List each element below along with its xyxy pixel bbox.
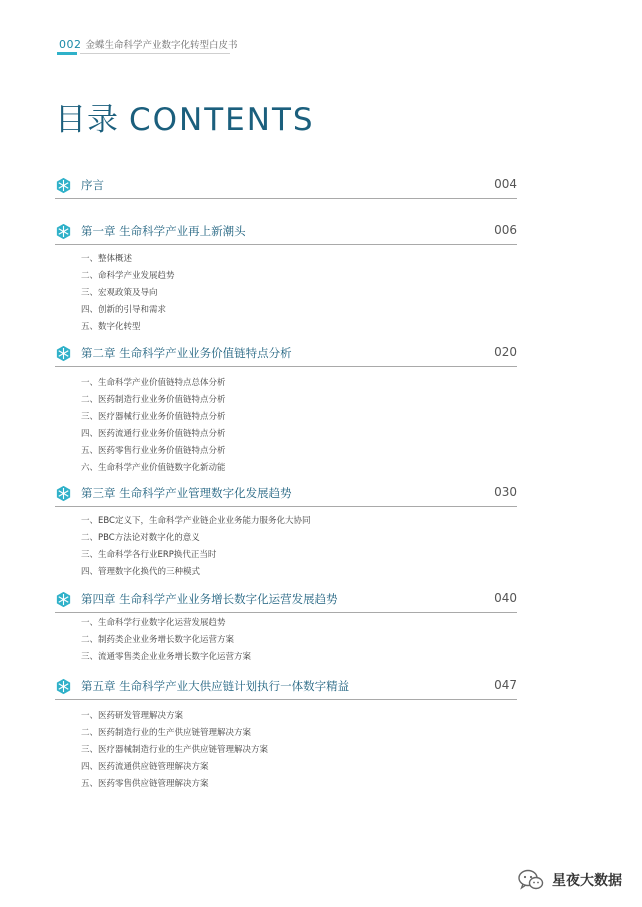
- chapter-title: 序言: [81, 178, 104, 192]
- toc-section-chapter-5: [55, 676, 517, 789]
- chapter-title: 第四章 生命科学产业业务增长数字化运营发展趋势: [81, 592, 338, 606]
- chapter-row[interactable]: [55, 175, 517, 197]
- running-header: [59, 36, 238, 52]
- snowflake-icon: [55, 591, 72, 608]
- header-accent-bar: [57, 52, 77, 55]
- toc-heading: [55, 94, 315, 139]
- chapter-title: 第五章 生命科学产业大供应链计划执行一体数字精益: [81, 679, 350, 693]
- subsection-item[interactable]: 一、整体概述: [81, 254, 133, 264]
- subsection-item[interactable]: 三、生命科学各行业ERP换代正当时: [81, 550, 217, 560]
- toc-title-en: CONTENTS: [129, 102, 315, 138]
- toc-section-preface: [55, 175, 517, 197]
- subsection-item[interactable]: 四、医药流通供应链管理解决方案: [81, 762, 209, 772]
- chapter-row[interactable]: [55, 343, 517, 365]
- watermark-text: 星夜大数据: [552, 873, 622, 889]
- subsection-item[interactable]: 一、生命科学行业数字化运营发展趋势: [81, 618, 226, 628]
- chapter-row[interactable]: [55, 589, 517, 611]
- chapter-page-number: 020: [494, 345, 517, 359]
- subsection-item[interactable]: 一、EBC定义下，生命科学产业链企业业务能力服务化大协同: [81, 516, 311, 526]
- chapter-page-number: 047: [494, 678, 517, 692]
- snowflake-icon: [55, 678, 72, 695]
- subsection-item[interactable]: 三、宏观政策及导向: [81, 288, 158, 298]
- chapter-page-number: 006: [494, 223, 517, 237]
- subsection-item[interactable]: 五、数字化转型: [81, 322, 141, 332]
- chapter-page-number: 030: [494, 485, 517, 499]
- snowflake-icon: [55, 345, 72, 362]
- subsection-item[interactable]: 六、生命科学产业价值链数字化新动能: [81, 463, 226, 473]
- snowflake-icon: [55, 485, 72, 502]
- subsection-item[interactable]: 二、PBC方法论对数字化的意义: [81, 533, 200, 543]
- subsection-item[interactable]: 三、医疗器械制造行业的生产供应链管理解决方案: [81, 745, 269, 755]
- chapter-divider: [55, 612, 517, 613]
- chapter-page-number: 040: [494, 591, 517, 605]
- subsection-list: [81, 615, 251, 666]
- subsection-item[interactable]: 三、医疗器械行业业务价值链特点分析: [81, 412, 226, 422]
- chapter-divider: [55, 699, 517, 700]
- subsection-item[interactable]: 二、制药类企业业务增长数字化运营方案: [81, 635, 235, 645]
- subsection-item[interactable]: 一、医药研发管理解决方案: [81, 711, 184, 721]
- toc-section-chapter-1: [55, 221, 517, 332]
- chapter-title: 第三章 生命科学产业管理数字化发展趋势: [81, 486, 292, 500]
- toc-section-chapter-3: [55, 483, 517, 577]
- chapter-divider: [55, 366, 517, 367]
- chapter-row[interactable]: [55, 221, 517, 243]
- chapter-divider: [55, 244, 517, 245]
- watermark: [518, 869, 622, 891]
- snowflake-icon: [55, 177, 72, 194]
- subsection-list: [81, 251, 175, 336]
- chapter-title: 第二章 生命科学产业业务价值链特点分析: [81, 346, 292, 360]
- chapter-page-number: 004: [494, 177, 517, 191]
- snowflake-icon: [55, 223, 72, 240]
- subsection-item[interactable]: 二、医药制造行业业务价值链特点分析: [81, 395, 226, 405]
- toc-section-chapter-2: [55, 343, 517, 473]
- subsection-item[interactable]: 三、流通零售类企业业务增长数字化运营方案: [81, 652, 252, 662]
- subsection-item[interactable]: 二、命科学产业发展趋势: [81, 271, 175, 281]
- chapter-divider: [55, 198, 517, 199]
- subsection-list: [81, 513, 311, 581]
- chapter-row[interactable]: [55, 676, 517, 698]
- toc-title-cn: 目录: [55, 102, 119, 138]
- subsection-list: [81, 375, 226, 477]
- subsection-item[interactable]: 五、医药零售行业业务价值链特点分析: [81, 446, 226, 456]
- subsection-item[interactable]: 四、管理数字化换代的三种模式: [81, 567, 201, 577]
- subsection-item[interactable]: 五、医药零售供应链管理解决方案: [81, 779, 209, 789]
- toc-section-chapter-4: [55, 589, 517, 662]
- chapter-divider: [55, 506, 517, 507]
- page-number: 002: [59, 37, 82, 51]
- wechat-icon: [518, 869, 544, 891]
- subsection-item[interactable]: 四、医药流通行业业务价值链特点分析: [81, 429, 226, 439]
- header-divider: [80, 53, 230, 54]
- subsection-list: [81, 708, 268, 793]
- chapter-row[interactable]: [55, 483, 517, 505]
- subsection-item[interactable]: 二、医药制造行业的生产供应链管理解决方案: [81, 728, 252, 738]
- subsection-item[interactable]: 四、创新的引导和需求: [81, 305, 167, 315]
- running-title: 金蝶生命科学产业数字化转型白皮书: [85, 40, 238, 51]
- chapter-title: 第一章 生命科学产业再上新潮头: [81, 224, 246, 238]
- subsection-item[interactable]: 一、生命科学产业价值链特点总体分析: [81, 378, 226, 388]
